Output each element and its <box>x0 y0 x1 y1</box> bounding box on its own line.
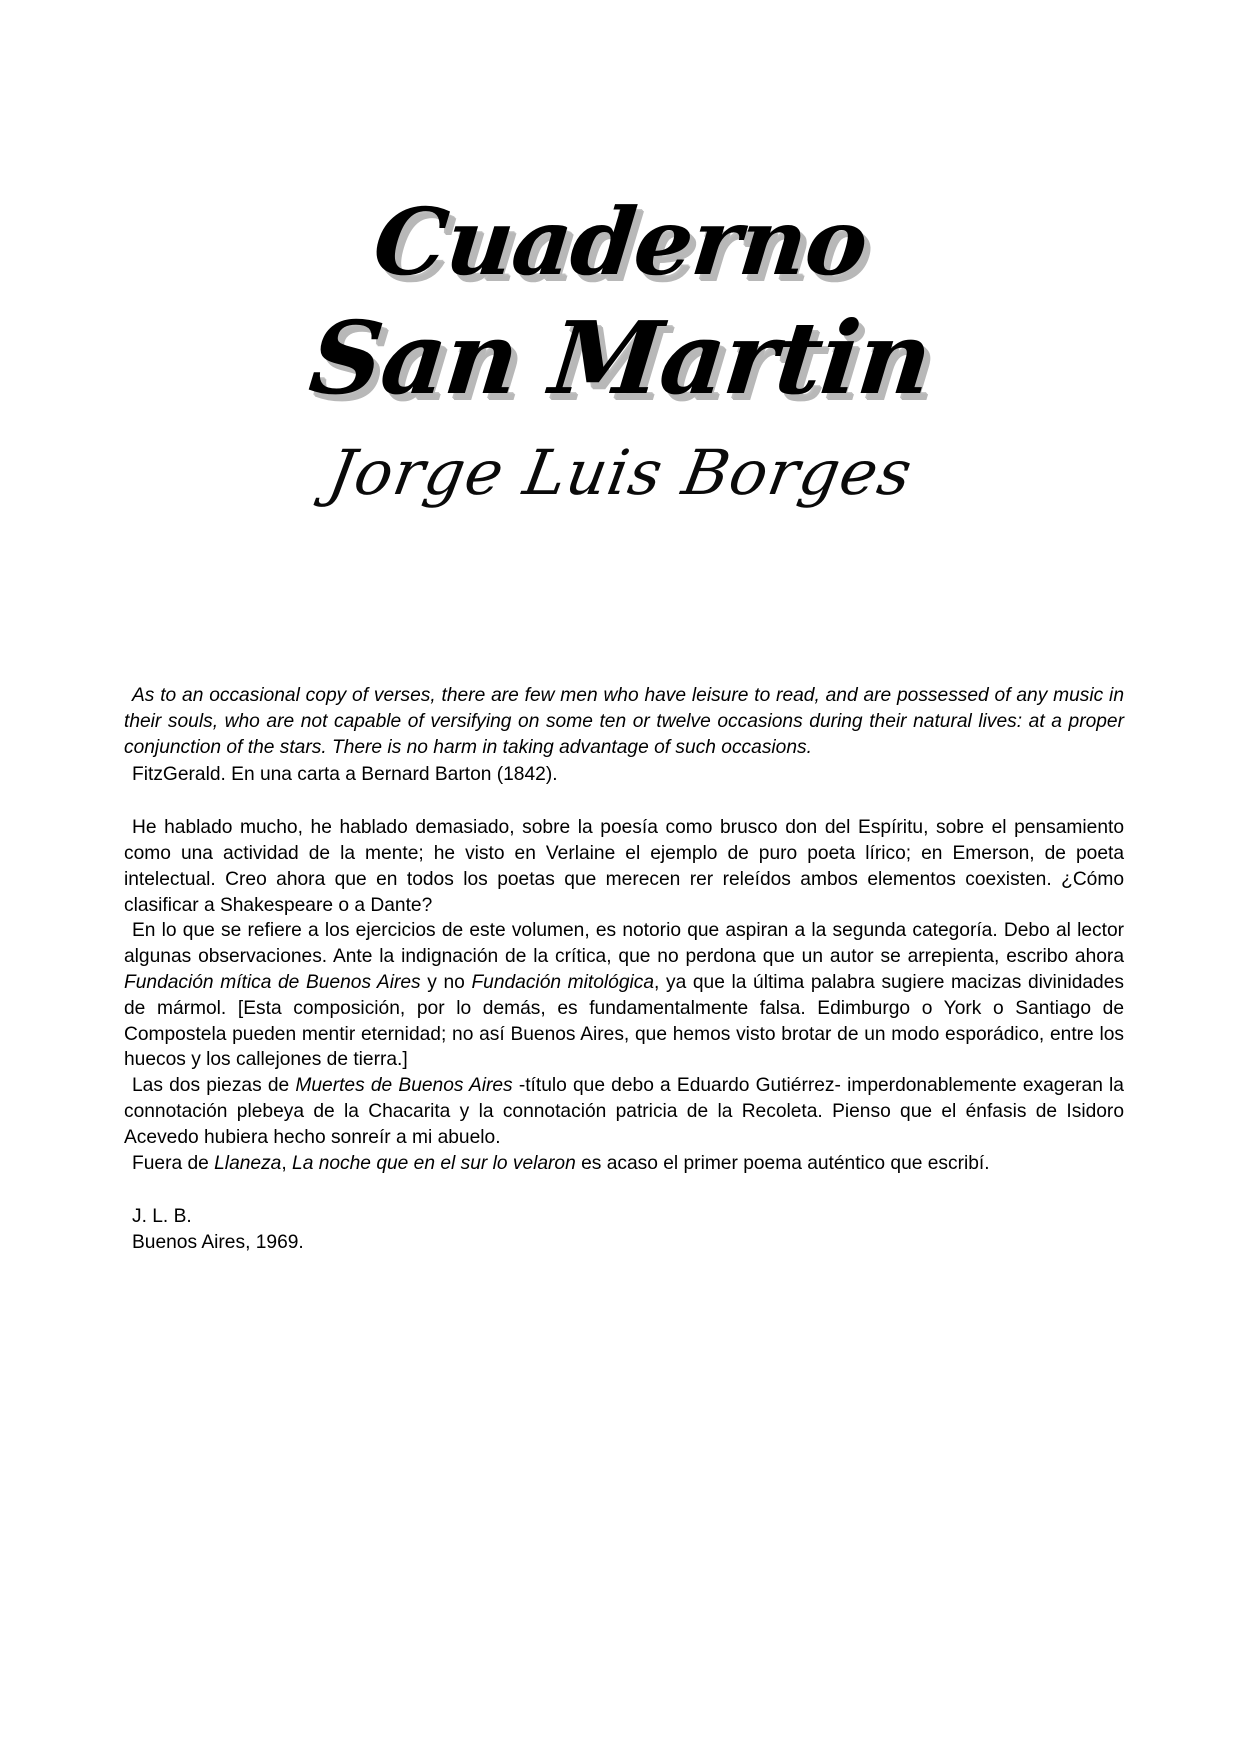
p4-text-2: , <box>281 1152 293 1174</box>
book-title-line-1: Cuaderno <box>368 188 873 296</box>
p4-text-3: es acaso el primer poema auténtico que escribí. <box>575 1152 990 1174</box>
p3-text-1: Las dos piezas de <box>132 1075 296 1097</box>
text-body <box>124 683 1124 1256</box>
book-title-line-2: San Martin <box>304 299 937 417</box>
prologue-paragraph-3 <box>124 1073 1124 1150</box>
prologue-paragraph-4 <box>124 1151 1124 1177</box>
work-title-llaneza: Llaneza <box>214 1152 282 1174</box>
title-block <box>0 188 1241 509</box>
p4-text-1: Fuera de <box>132 1152 215 1174</box>
epigraph-attribution: FitzGerald. En una carta a Bernard Barton (1842). <box>132 764 558 786</box>
prologue-paragraph-1: He hablado mucho, he hablado demasiado, sobre la poesía como brusco don del Espíritu, sobre el pensamiento como una actividad de la mente; he visto en Verlaine el ejemplo de puro poeta lírico; en Emerson, de poeta intelectual. Creo ahora que en todos los poetas que merecen rer releídos ambos elementos coexisten. ¿Cómo clasificar a Shakespeare o a Dante? <box>124 817 1124 916</box>
epigraph-quote: As to an occasional copy of verses, there are few men who have leisure to read, and are possessed of any music in their souls, who are not capable of versifying on some ten or twelve occasions during their natural lives: at a proper conjunction of the stars. There is no harm in taking advantage of such occasions. <box>124 685 1124 758</box>
work-title-muertes-de-buenos-aires: Muertes de Buenos Aires <box>295 1075 513 1097</box>
signature-place-date: Buenos Aires, 1969. <box>132 1232 304 1254</box>
prologue-paragraph-2 <box>124 918 1124 1073</box>
p3-text-2: -título que debo a Eduardo Gutiérrez- imperdonablemente exageran la connotación plebeya de la Chacarita y la connotación patricia de la Recoleta. Pienso que el énfasis de Isidoro Acevedo hubiera hecho sonreír a mi abuelo. <box>124 1075 1124 1148</box>
book-author: Jorge Luis Borges <box>323 436 919 509</box>
p2-text-1: En lo que se refiere a los ejercicios de este volumen, es notorio que aspiran a la segunda categoría. Debo al lector algunas observaciones. Ante la indignación de la crítica, que no perdona que un autor se arrepienta, escribo ahora <box>124 920 1124 968</box>
work-title-la-noche-que-en-el-sur-lo-velaron: La noche que en el sur lo velaron <box>292 1152 576 1174</box>
p2-text-3: , ya que la última palabra sugiere macizas divinidades de mármol. [Esta composición, por lo demás, es fundamentalmente falsa. Edimburgo o York o Santiago de Compostela pueden mentir eternidad; no así Buenos Aires, que hemos visto brotar de un modo esporádico, entre los huecos y los callejones de tierra.] <box>124 971 1124 1071</box>
signature-initials: J. L. B. <box>132 1206 192 1228</box>
p2-text-2: y no <box>420 971 472 993</box>
paragraph-spacer <box>124 788 1124 815</box>
work-title-fundacion-mitologica: Fundación mitológica <box>471 971 655 993</box>
signature-block <box>124 1204 1124 1256</box>
work-title-fundacion-mitica: Fundación mítica de Buenos Aires <box>124 971 421 993</box>
